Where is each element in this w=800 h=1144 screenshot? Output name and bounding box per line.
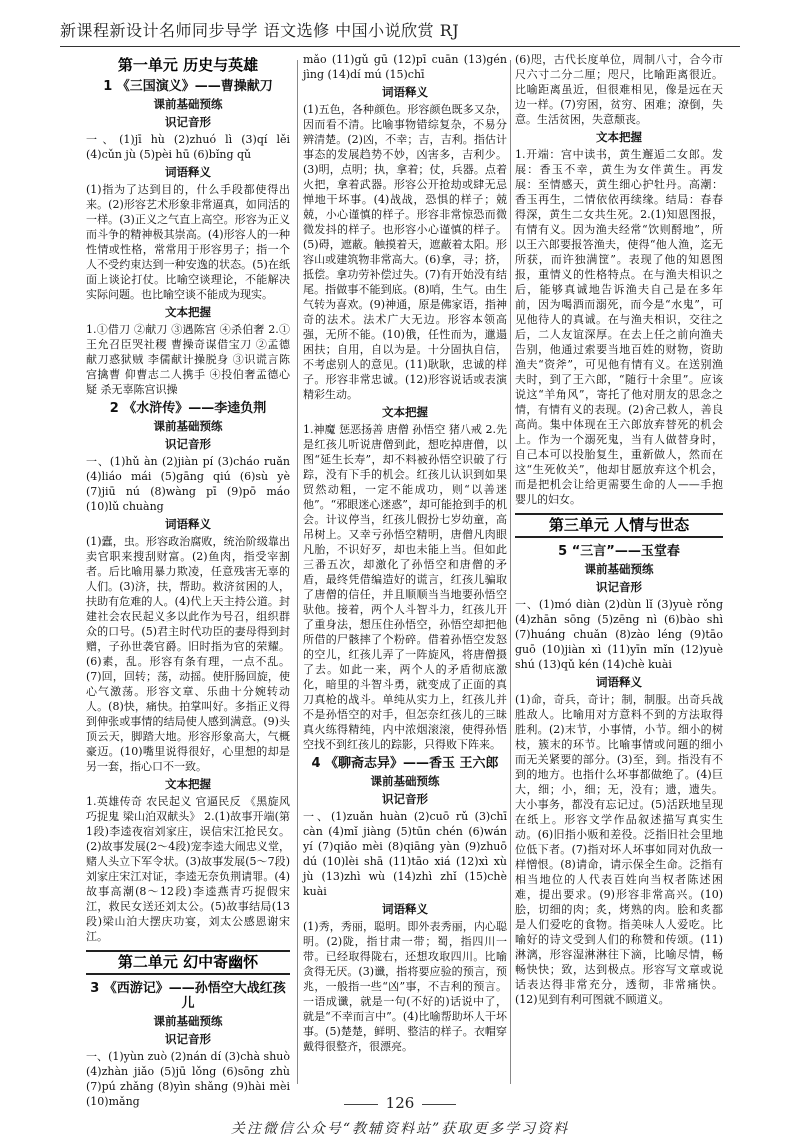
unit-heading: 第一单元 历史与英雄 [117,56,259,74]
answer-text: 一、(1)yùn zuò (2)nán dí (3)chà shuò (4)zhàn jiǎo (5)jū lǒng (6)sōng zhù (7)pú zhǎng (8)yìn shǎng (9)hài mèi (10)mǎng [86,1050,290,1108]
answer-text: 1.开端：宫中读书，黄生邂逅二女郎。发展：香玉不幸，黄生为女伴黄生。再发展：至情感天，黄生细心护牡丹。高潮：香玉再生，二情依依再续缘。结局：春春得深，黄生二女共生死。2.(1)知恩图报，有情有义。因为渔夫经常“饮则酹地”，所以王六郎要报答渔夫，使得“他人渔，迄无所获，而许独满筐”。表现了他的知恩图报，重情义的性格特点。在与渔夫相识之后，能够真诚地告诉渔夫自己是在多年前，因为喝酒而溺死，而今是“水鬼”，可见他待人的真诚。在与渔夫相识，交往之后，二人友谊深厚。在去上任之前向渔夫告别，他通过索要当地百姓的财物，资助渔夫“资斧”，可见他有情有义。在送别渔夫时，到了王六郎，“随行十余里”。应该说这“羊角风”，寄托了他对朋友的思念之情，有情有义的表现。(2)舍己救人，善良高尚。集中体现在王六郎放弃替死的机会上。作为一个溺死鬼，当有人做替身时，自己本可以投胎复生，重新做人，然而在这“生死攸关”，他却甘愿放弃这个机会，而是把机会让给更需要生命的人——手抱婴儿的妇女。 [515,148,723,506]
section-heading: 词语释义 [596,675,642,689]
lesson-heading: 4 《聊斋志异》——香玉 王六郎 [311,756,499,771]
column-3 [515,52,723,1084]
section-heading: 识记音形 [165,115,211,129]
section-heading: 文本把握 [165,305,211,319]
answer-text: (6)咫，古代长度单位，周制八寸，合今市尺六寸二分二厘；咫尺，比喻距离很近。比喻距离虽近，但很难相见，像是远在天边一样。(7)穷困，贫穷、困难；潦倒，失意。生活贫困，失意颓丧。 [515,53,723,126]
section-heading: 课前基础预练 [584,562,654,576]
answer-text: 1.神魔 惩恶扬善 唐僧 孙悟空 猪八戒 2.先是红孩儿听说唐僧到此，想吃掉唐僧，以图“延生长寿”，却不料被孙悟空识破了行踪，没有下手的机会。红孩儿认识到如果贸然动粗，一定不能成功，则“以善迷他”。“邪眼迷心迷惑”，却可能抢到手的机会。计议停当，红孩儿假扮七岁幼童，高吊树上。又幸亏孙悟空精明，唐僧凡肉眼凡胎，不识好歹，却也未能上当。但如此三番五次，却激化了孙悟空和唐僧的矛盾，最终凭借编造好的谎言，红孩儿骗取了唐僧的信任，并且顺顺当当地要孙悟空驮他。接着，两个人斗智斗力，红孩儿开了重身法，想压住孙悟空，孙悟空却把他所借的尸骸摔了个粉碎。借着孙悟空发怒的空儿，红孩儿弄了一阵旋风，将唐僧摄了去。如此一来，两个人的矛盾彻底激化，暗里的斗智斗勇，就变成了正面的真刀真枪的战斗。单纯从实力上，红孩儿并不是孙悟空的对手，但怎奈红孩儿的三昧真火练得精纯，内中浓烟滚滚，使得孙悟空找不到红孩儿的踪影，只得败下阵来。 [303,423,507,751]
lesson-heading: 5 “三言”——玉堂春 [558,544,680,559]
section-heading: 识记音形 [165,437,211,451]
page-number-dash [344,1104,378,1105]
column-2 [303,52,507,1084]
section-heading: 课前基础预练 [153,97,223,111]
section-heading: 词语释义 [382,85,428,99]
page-header: 新课程新设计名师同步导学 语文选修 中国小说欣赏 RJ [60,21,460,40]
answer-text: 一、(1)mó diàn (2)dùn lǐ (3)yuè rǒng (4)zhān sōng (5)zēng nì (6)bào shì (7)huáng chuǎn (8)zào léng (9)tāo guō (10)jiàn xì (11)yīn mǐn (12)yuè shú (13)qǔ kén (14)chè kuài [515,598,723,671]
column-divider [510,60,511,1084]
answer-text: 一、(1)jī hù (2)zhuó lì (3)qí lěi (4)cǔn jù (5)pèi hū (6)bǐng qǔ [86,133,290,161]
answer-text: 一、(1)zuǎn huàn (2)cuō rǔ (3)chī càn (4)mǐ jiàng (5)tūn chén (6)wán yí (7)qiǎo mèi (8)qiāng yàn (9)zhuō dú (10)lèi shā (11)tāo xiá (12)xì xù jù (13)zhì wù (14)zhì zhǐ (15)chè kuài [303,810,507,898]
answer-text: 1.①借刀 ②献刀 ③遇陈宫 ④杀伯奢 2.①王允召臣哭社稷 曹操奇谋借宝刀 ②孟德献刀惑狱贼 李儒献计操脱身 ③识谎言陈宫擒曹 仰曹志二人携手 ④投伯奢孟德心疑 杀无辜陈宫识操 [86,323,290,396]
section-heading: 课前基础预练 [153,419,223,433]
answer-text: (1)蠹，虫。形容政治腐败，统治阶级靠出卖官职来搜刮财富。(2)鱼肉，指受宰割者。后比喻用暴力欺凌，任意残害无辜的人们。(3)济，扶，帮助。救济贫困的人，扶助有危难的人。(4)代上天主持公道。封建社会农民起义多以此作为号召，组织群众的口号。(5)君主时代功臣的妻母得到封赠，子孙世袭官爵。旧时指为官的荣耀。(6)素，乱。形容有条有理，一点不乱。(7)回，回转；荡，动摇。使肝肠回旋，使心气激荡。形容文章、乐曲十分婉转动人。(8)快，痛快。拍掌叫好。多指正义得到伸张或事情的结局使人感到满意。(9)头顶云天，脚踏大地。形容形象高大，气概豪迈。(10)嘴里说得很好，心里想的却是另一套，指心口不一致。 [86,535,290,773]
section-heading: 识记音形 [596,580,642,594]
answer-text: 1.英雄传奇 农民起义 官逼民反 《黑旋风巧捉鬼 梁山泊双献头》 2.(1)故事开端(第1段)李逵夜宿刘家庄，误信宋江抢民女。(2)故事发展(2～4段)宠李逵大闹忠义堂，赌人头立下军令状。(3)故事发展(5～7段)刘家庄宋江对证，李逵无奈负荆请罪。(4)故事高潮(8～12段)李逵燕青巧捉假宋江，救民女送还刘太公。(5)故事结局(13段)梁山泊大摆庆功宴，刘太公感恩谢宋江。 [86,795,290,943]
section-heading: 文本把握 [382,405,428,419]
answer-text: 一、(1)hǔ àn (2)jiàn pí (3)cháo ruǎn (4)liáo mái (5)gāng qiú (6)sù yè (7)jiū nú (8)wàng pī (9)pō máo (10)lǔ chuàng [86,455,290,513]
section-heading: 词语释义 [382,902,428,916]
section-heading: 识记音形 [382,792,428,806]
answer-text: (1)秀，秀丽，聪明。即外表秀丽，内心聪明。(2)陇，指甘肃一带；蜀，指四川一带。已经取得陇右，还想攻取四川。比喻贪得无厌。(3)谶，指将要应验的预言，预兆，一般指一些“凶”事，不吉利的预言。一语成谶，就是一句(不好的)话说中了，就是“不幸而言中”。(4)比喻帮助坏人干坏事。(5)楚楚，鲜明、整洁的样子。衣帽穿戴得很整齐，很漂亮。 [303,920,507,1053]
page-number: 126 [385,1094,415,1112]
section-heading: 课前基础预练 [370,774,440,788]
section-heading: 文本把握 [596,130,642,144]
unit-heading: 第二单元 幻中寄幽怀 [86,950,290,975]
column-divider [297,60,298,1084]
bottom-note: 关注微信公众号“教辅资料站”获取更多学习资料 [230,1121,570,1137]
header-rule [60,46,740,47]
answer-text: (1)命，奇兵，奇计；制，制服。出奇兵战胜敌人。比喻用对方意料不到的方法取得胜利。(2)末节，小事情，小节。细小的树枝，簇末的环节。比喻事情或问题的细小而无关紧要的部分。(3)至，到。指没有不到的地方。也指什么坏事都做绝了。(4)巨大，细；小，细；无，没有；遗，遗失。大小事务，都没有忘记过。(5)活跃地呈现在纸上。形容文学作品叙述描写真实生动。(6)旧指小贩和差役。泛指旧社会里地位低下者。(7)指对坏人坏事如同对仇敌一样憎恨。(8)请命，请示保全生命。泛指有相当地位的人代表百姓向当权者陈述困难，提出要求。(9)形容非常高兴。(10)脍，切细的肉；炙，烤熟的肉。脍和炙都是人们爱吃的食物。指美味人人爱吃。比喻好的诗文受到人们的称赞和传颂。(11)淋漓，形容湿淋淋往下滴，比喻尽情，畅畅快快；致，达到极点。形容写文章或说话表达得非常充分，透彻，非常痛快。(12)见到有利可图就不顾道义。 [515,693,723,1006]
answer-text: (1)指为了达到目的，什么手段都使得出来。(2)形容艺术形象非常逼真，如同活的一样。(3)正义之气直上高空。形容为正义而斗争的精神极其崇高。(4)形容人的一种性情或性格，常常用于形容男子；指一个人不受约束达到一种安逸的状态。(5)在纸面上谈论打仗。比喻空谈理论，不能解决实际问题。也比喻空谈不能成为现实。 [86,183,290,301]
section-heading: 词语释义 [165,517,211,531]
column-1 [86,52,290,1108]
unit-heading: 第三单元 人情与世态 [515,513,723,538]
lesson-heading: 2 《水浒传》——李逵负荆 [109,401,267,416]
page-number-row [0,1094,800,1112]
lesson-heading: 3 《西游记》——孙悟空大战红孩儿 [90,981,286,1011]
section-heading: 文本把握 [165,777,211,791]
section-heading: 课前基础预练 [153,1014,223,1028]
answer-text: (1)五色，各种颜色。形容颜色既多又杂，因而看不清。比喻事物错综复杂，不易分辨清楚。(2)凶，不幸；吉，吉利。指估计事态的发展趋势不妙，凶害多，吉利少。(3)明，点明；执，拿着；仗，兵器。点着火把，拿着武器。形容公开抢劫或肆无忌惮地干坏事。(4)战战，恐惧的样子；兢兢，小心谨慎的样子。形容非常惊恐而微微发抖的样子。也形容小心谨慎的样子。(5)碍，遮蔽。触摸着天，遮蔽着太阳。形容山或建筑物非常高大。(6)拿，寻；挤，抵偿。拿功劳补偿过失。(7)有开始没有结尾。指做事不能到底。(8)哨，生气。由生气转为喜欢。(9)神通，原是佛家语，指神奇的法术。法术广大无边。形容本领高强，无所不能。(10)俄，任性而为，邋遢困扶；自用，自以为是。十分固执自信，不考虑别人的意见。(11)耿耿，忠诚的样子。形容非常忠诚。(12)形容说话或表演精彩生动。 [303,103,507,401]
lesson-heading: 1 《三国演义》——曹操献刀 [103,79,273,94]
section-heading: 识记音形 [165,1032,211,1046]
page-number-dash [422,1104,456,1105]
section-heading: 词语释义 [165,165,211,179]
answer-text: mǎo (11)gǔ gū (12)pī cuān (13)gén jìng (14)dí mú (15)chī [303,53,507,81]
